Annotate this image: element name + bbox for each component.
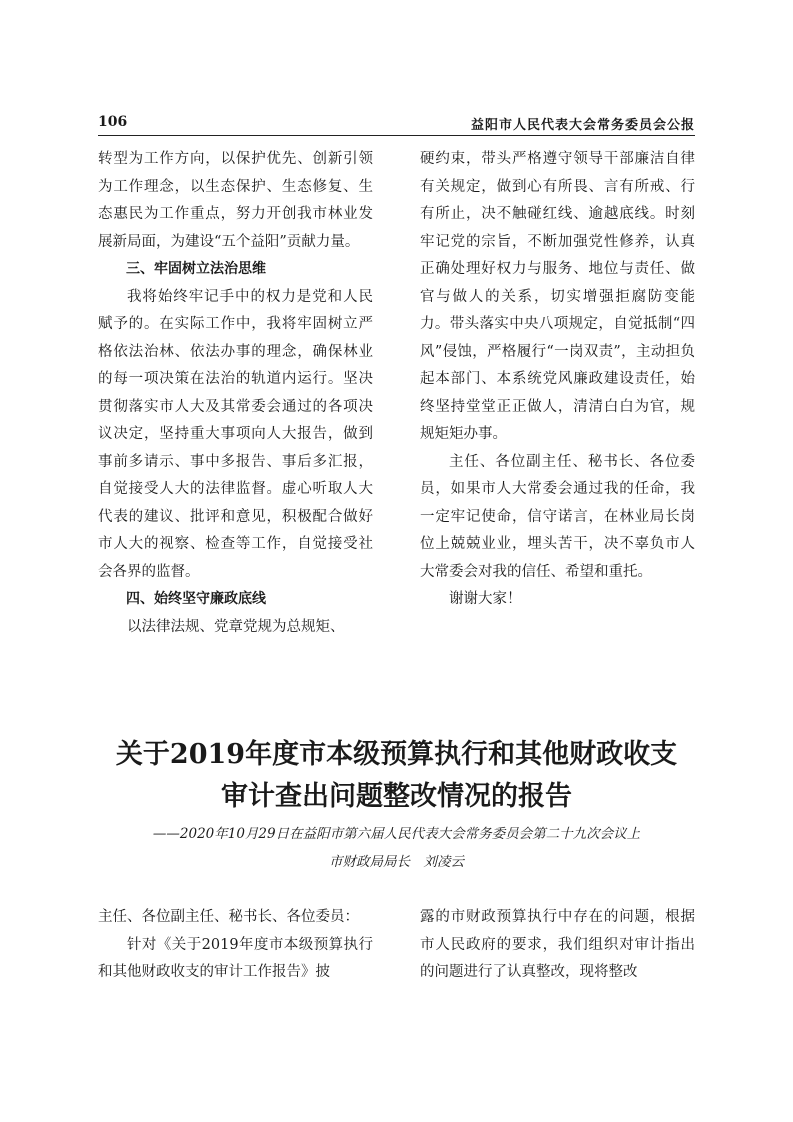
paragraph: 硬约束，带头严格遵守领导干部廉洁自律有关规定，做到心有所畏、言有所戒、行有所止，决不触碰红线、逾越底线。时刻牢记党的宗旨，不断加强党性修养，认真正确处理好权力与服务、地位与责任、做官与做人的关系，切实增强拒腐防变能力。带头落实中央八项规定，自觉抵制“四风”侵蚀，严格履行“一岗双责”，主动担负起本部门、本系统党风廉政建设责任，始终坚持堂堂正正做人，清清白白为官，规规矩矩办事。 [420,151,695,442]
paragraph: 谢谢大家！ [449,591,522,607]
report-title-line-2: 审计查出问题整改情况的报告 [221,781,572,812]
paragraph: 我将始终牢记手中的权力是党和人民赋予的。在实际工作中，我将牢固树立严格依法治林、依法办事的理念，确保林业的每一项决策在法治的轨道内运行。坚决贯彻落实市人大及其常委会通过的各项决议决定，坚持重大事项向人大报告，做到事前多请示、事中多报告、事后多汇报，自觉接受人大的法律监督。虚心听取人大代表的建议、批评和意见，积极配合做好市人大的视察、检查等工作，自觉接受社会各界的监督。 [98,288,373,580]
paragraph: 针对《关于2019年度市本级预算执行和其他财政收支的审计工作报告》披 [98,936,373,980]
journal-title: 益阳市人民代表大会常务委员会公报 [470,118,695,133]
header-rule [98,135,695,136]
report-column-left [98,904,373,987]
report-subtitle: ——2020年10月29日在益阳市第六届人民代表大会常务委员会第二十九次会议上 [152,826,641,842]
section-heading: 三、牢固树立法治思维 [126,261,266,277]
report-column-right [420,904,695,987]
paragraph: 主任、各位副主任、秘书长、各位委员： [98,909,359,925]
paragraph: 以法律法规、党章党规为总规矩、 [127,618,345,635]
prev-article-column-right [420,146,695,614]
section-heading: 四、始终坚守廉政底线 [126,591,266,607]
prev-article-column-left [98,146,373,641]
report-author: 市财政局局长 刘凌云 [329,854,464,870]
running-header [98,114,695,138]
paragraph: 主任、各位副主任、秘书长、各位委员，如果市人大常委会通过我的任命，我一定牢记使命，信守诺言，在林业局长岗位上兢兢业业，埋头苦干，决不辜负市人大常委会对我的信任、希望和重托。 [420,453,695,580]
paragraph: 转型为工作方向，以保护优先、创新引领为工作理念，以生态保护、生态修复、生态惠民为工作重点，努力开创我市林业发展新局面，为建设“五个益阳”贡献力量。 [98,151,373,250]
paragraph: 露的市财政预算执行中存在的问题，根据市人民政府的要求，我们组织对审计指出的问题进行了认真整改，现将整改 [420,909,695,980]
report-title-line-1: 关于2019年度市本级预算执行和其他财政收支 [115,739,678,770]
page-number: 106 [98,114,128,130]
